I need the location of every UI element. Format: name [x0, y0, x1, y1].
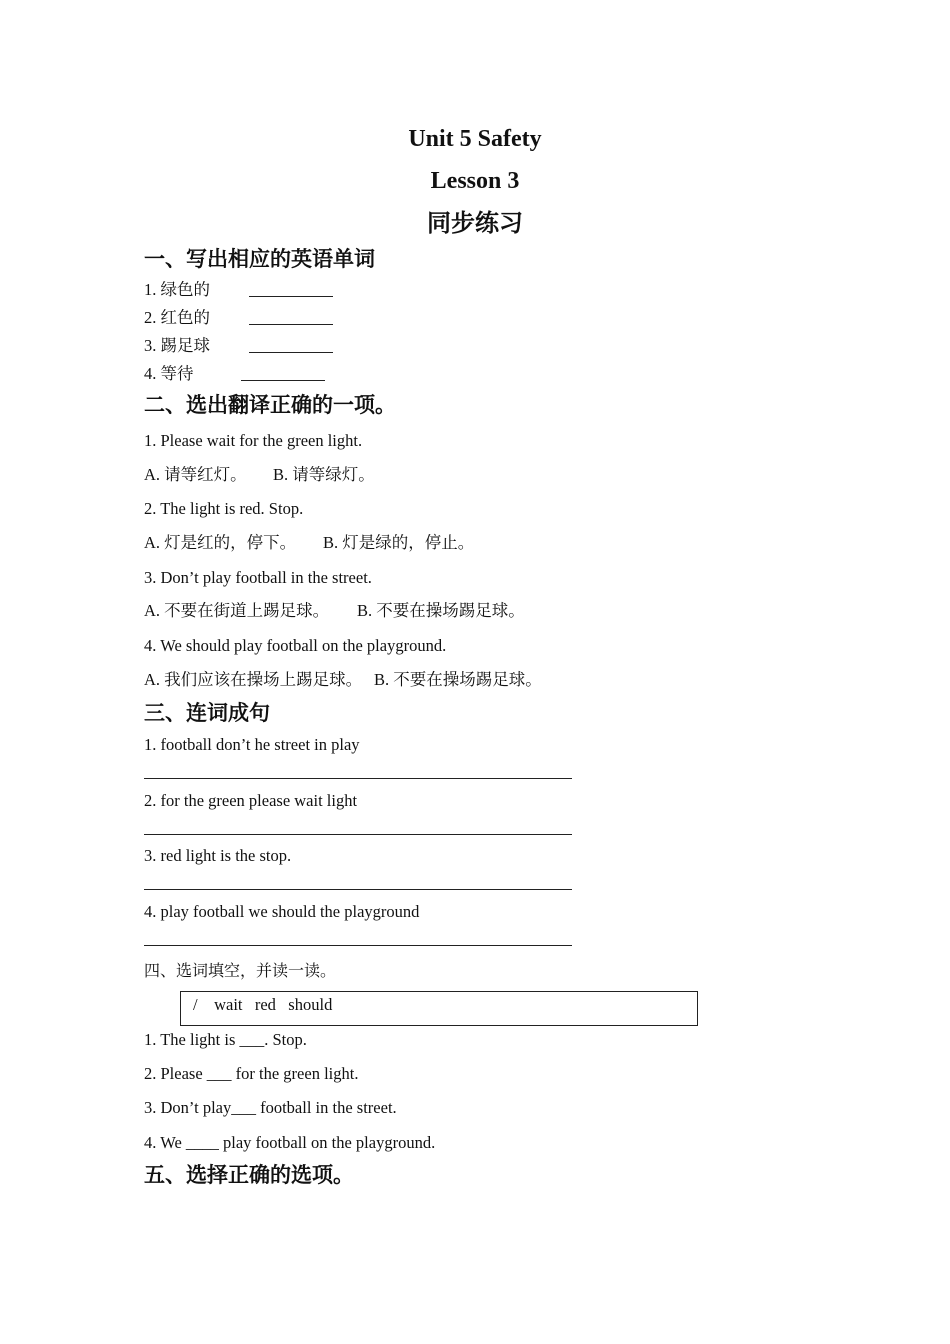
- option-b: B. 请等绿灯。: [273, 465, 375, 484]
- scrambled-sentence: 3. red light is the stop.: [144, 846, 292, 865]
- option-a: A. 不要在街道上踢足球。: [144, 601, 330, 620]
- scrambled-sentence: 1. football don’t he street in play: [144, 735, 360, 754]
- fill-in-item: 1. The light is ___. Stop.: [144, 1030, 307, 1049]
- unit-title: Unit 5 Safety: [408, 126, 542, 152]
- lesson-title: Lesson 3: [430, 168, 520, 194]
- answer-blank: [249, 352, 333, 353]
- word-bank: / wait red should: [193, 995, 333, 1014]
- option-a: A. 灯是红的，停下。: [144, 533, 297, 552]
- section-2-heading: 二、选出翻译正确的一项。: [144, 393, 396, 417]
- answer-line: [144, 945, 572, 946]
- section-1-item: 2. 红色的: [144, 308, 210, 327]
- section-5-heading: 五、选择正确的选项。: [144, 1163, 354, 1187]
- section-1-heading: 一、写出相应的英语单词: [144, 247, 375, 271]
- section-4-heading: 四、选词填空，并读一读。: [144, 961, 337, 980]
- option-b: B. 灯是绿的，停止。: [323, 533, 475, 552]
- answer-line: [144, 778, 572, 779]
- scrambled-sentence: 2. for the green please wait light: [144, 791, 358, 810]
- section-1-item: 3. 踢足球: [144, 336, 210, 355]
- option-b: B. 不要在操场踢足球。: [374, 670, 542, 689]
- option-b: B. 不要在操场踢足球。: [357, 601, 525, 620]
- option-a: A. 我们应该在操场上踢足球。: [144, 670, 363, 689]
- fill-in-item: 3. Don’t play___ football in the street.: [144, 1098, 397, 1117]
- fill-in-item: 2. Please ___ for the green light.: [144, 1064, 359, 1083]
- section-1-item: 4. 等待: [144, 364, 194, 383]
- word-bank-box: [180, 991, 698, 1026]
- option-a: A. 请等红灯。: [144, 465, 247, 484]
- answer-line: [144, 834, 572, 835]
- section-3-heading: 三、连词成句: [144, 701, 270, 725]
- question: 3. Don’t play football in the street.: [144, 568, 372, 587]
- question: 2. The light is red. Stop.: [144, 499, 304, 518]
- fill-in-item: 4. We ____ play football on the playground.: [144, 1133, 436, 1152]
- answer-blank: [241, 380, 325, 381]
- answer-line: [144, 889, 572, 890]
- question: 1. Please wait for the green light.: [144, 431, 363, 450]
- scrambled-sentence: 4. play football we should the playground: [144, 902, 420, 921]
- subtitle: 同步练习: [427, 209, 523, 237]
- section-1-item: 1. 绿色的: [144, 280, 210, 299]
- answer-blank: [249, 324, 333, 325]
- answer-blank: [249, 296, 333, 297]
- question: 4. We should play football on the playground.: [144, 636, 447, 655]
